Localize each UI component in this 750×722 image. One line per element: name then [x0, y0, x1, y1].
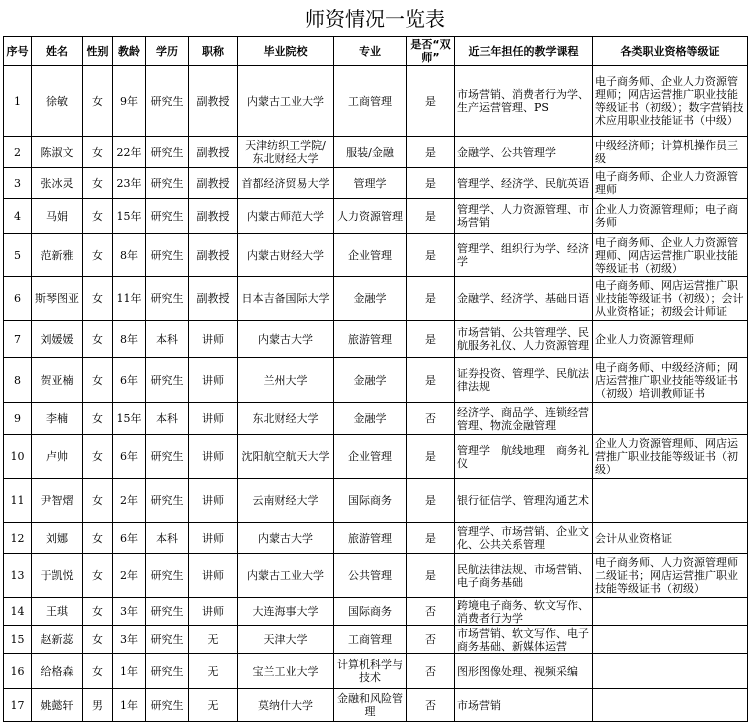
cell-name: 范新雅 — [32, 234, 83, 277]
cell-education: 研究生 — [146, 598, 189, 626]
cell-school: 沈阳航空航天大学 — [238, 435, 334, 479]
cell-school: 东北财经大学 — [238, 403, 334, 435]
cell-major: 企业管理 — [334, 234, 407, 277]
cell-gender: 女 — [83, 199, 113, 234]
cell-certs — [593, 689, 748, 722]
cell-major: 公共管理 — [334, 554, 407, 598]
cell-rank: 副教授 — [189, 234, 238, 277]
cell-years: 11年 — [113, 277, 146, 321]
cell-gender: 女 — [83, 598, 113, 626]
cell-school: 宝兰工业大学 — [238, 654, 334, 689]
header-major: 专业 — [334, 37, 407, 66]
cell-no: 11 — [4, 479, 32, 523]
cell-education: 本科 — [146, 523, 189, 554]
cell-courses: 管理学 航线地理 商务礼仪 — [455, 435, 593, 479]
cell-years: 9年 — [113, 66, 146, 137]
cell-gender: 女 — [83, 626, 113, 654]
cell-education: 研究生 — [146, 358, 189, 403]
cell-gender: 男 — [83, 689, 113, 722]
table-body — [4, 66, 748, 722]
cell-no: 16 — [4, 654, 32, 689]
cell-education: 研究生 — [146, 277, 189, 321]
cell-certs: 电子商务师、企业人力资源管理师 — [593, 168, 748, 199]
cell-courses: 民航法律法规、市场营销、电子商务基础 — [455, 554, 593, 598]
cell-rank: 无 — [189, 626, 238, 654]
cell-courses: 经济学、商品学、连锁经营管理、物流金融管理 — [455, 403, 593, 435]
cell-dual: 是 — [407, 137, 455, 168]
cell-no: 15 — [4, 626, 32, 654]
cell-rank: 讲师 — [189, 403, 238, 435]
cell-years: 1年 — [113, 689, 146, 722]
cell-dual: 否 — [407, 403, 455, 435]
table-row — [4, 403, 748, 435]
cell-dual: 是 — [407, 277, 455, 321]
cell-dual: 是 — [407, 523, 455, 554]
cell-certs — [593, 598, 748, 626]
cell-no: 14 — [4, 598, 32, 626]
cell-name: 张冰灵 — [32, 168, 83, 199]
cell-education: 研究生 — [146, 626, 189, 654]
cell-school: 云南财经大学 — [238, 479, 334, 523]
cell-dual: 是 — [407, 554, 455, 598]
cell-dual: 是 — [407, 199, 455, 234]
table-row — [4, 598, 748, 626]
cell-dual: 否 — [407, 689, 455, 722]
cell-major: 国际商务 — [334, 598, 407, 626]
header-school: 毕业院校 — [238, 37, 334, 66]
cell-rank: 无 — [189, 689, 238, 722]
cell-name: 斯琴图亚 — [32, 277, 83, 321]
cell-certs — [593, 479, 748, 523]
cell-years: 6年 — [113, 435, 146, 479]
cell-name: 陈淑文 — [32, 137, 83, 168]
table-row — [4, 654, 748, 689]
cell-name: 李楠 — [32, 403, 83, 435]
table-row — [4, 234, 748, 277]
table-row — [4, 168, 748, 199]
cell-school: 天津大学 — [238, 626, 334, 654]
cell-school: 内蒙古大学 — [238, 523, 334, 554]
document-title: 师资情况一览表 — [305, 7, 445, 31]
cell-name: 给格森 — [32, 654, 83, 689]
cell-gender: 女 — [83, 137, 113, 168]
cell-rank: 无 — [189, 654, 238, 689]
cell-gender: 女 — [83, 435, 113, 479]
header-no: 序号 — [4, 37, 32, 66]
cell-dual: 否 — [407, 654, 455, 689]
table-row — [4, 554, 748, 598]
cell-school: 天津纺织工学院/东北财经大学 — [238, 137, 334, 168]
cell-education: 研究生 — [146, 168, 189, 199]
cell-certs: 会计从业资格证 — [593, 523, 748, 554]
cell-gender: 女 — [83, 654, 113, 689]
cell-dual: 否 — [407, 626, 455, 654]
cell-years: 2年 — [113, 479, 146, 523]
cell-no: 17 — [4, 689, 32, 722]
table-row — [4, 435, 748, 479]
cell-certs: 电子商务师、企业人力资源管理师；网店运营推广职业技能等级证书（初级）；数字营销技术应用职业技能证书（中级） — [593, 66, 748, 137]
cell-major: 金融和风险管理 — [334, 689, 407, 722]
cell-no: 9 — [4, 403, 32, 435]
cell-courses: 市场营销、软文写作、电子商务基础、新媒体运营 — [455, 626, 593, 654]
cell-gender: 女 — [83, 554, 113, 598]
cell-courses: 市场营销、消费者行为学、生产运营管理、PS — [455, 66, 593, 137]
cell-education: 研究生 — [146, 654, 189, 689]
cell-no: 5 — [4, 234, 32, 277]
cell-education: 研究生 — [146, 554, 189, 598]
table-row — [4, 358, 748, 403]
header-name: 姓名 — [32, 37, 83, 66]
cell-dual: 是 — [407, 66, 455, 137]
header-rank: 职称 — [189, 37, 238, 66]
cell-years: 8年 — [113, 234, 146, 277]
cell-major: 工商管理 — [334, 66, 407, 137]
cell-major: 计算机科学与技术 — [334, 654, 407, 689]
cell-major: 管理学 — [334, 168, 407, 199]
cell-no: 13 — [4, 554, 32, 598]
cell-education: 研究生 — [146, 66, 189, 137]
cell-major: 金融学 — [334, 277, 407, 321]
cell-gender: 女 — [83, 66, 113, 137]
cell-major: 工商管理 — [334, 626, 407, 654]
cell-gender: 女 — [83, 523, 113, 554]
cell-no: 2 — [4, 137, 32, 168]
cell-years: 8年 — [113, 321, 146, 358]
cell-rank: 副教授 — [189, 137, 238, 168]
header-years: 教龄 — [113, 37, 146, 66]
cell-courses: 跨境电子商务、软文写作、消费者行为学 — [455, 598, 593, 626]
cell-dual: 是 — [407, 321, 455, 358]
cell-major: 国际商务 — [334, 479, 407, 523]
cell-major: 旅游管理 — [334, 321, 407, 358]
cell-certs: 企业人力资源管理师；电子商务师 — [593, 199, 748, 234]
cell-no: 4 — [4, 199, 32, 234]
cell-name: 赵新蕊 — [32, 626, 83, 654]
cell-education: 本科 — [146, 321, 189, 358]
cell-certs: 电子商务师、人力资源管理师二级证书；网店运营推广职业技能等级证书（初级） — [593, 554, 748, 598]
table-row — [4, 321, 748, 358]
table-row — [4, 523, 748, 554]
cell-no: 8 — [4, 358, 32, 403]
cell-courses: 管理学、经济学、民航英语 — [455, 168, 593, 199]
cell-rank: 副教授 — [189, 277, 238, 321]
cell-certs — [593, 403, 748, 435]
cell-school: 内蒙古财经大学 — [238, 234, 334, 277]
table-row — [4, 66, 748, 137]
header-dual: 是否“双师” — [407, 37, 455, 66]
cell-years: 6年 — [113, 358, 146, 403]
cell-rank: 讲师 — [189, 435, 238, 479]
cell-dual: 是 — [407, 435, 455, 479]
cell-school: 内蒙古工业大学 — [238, 554, 334, 598]
cell-school: 内蒙古大学 — [238, 321, 334, 358]
header-gender: 性别 — [83, 37, 113, 66]
header-education: 学历 — [146, 37, 189, 66]
cell-courses: 证券投资、管理学、民航法律法规 — [455, 358, 593, 403]
cell-major: 企业管理 — [334, 435, 407, 479]
cell-dual: 是 — [407, 358, 455, 403]
cell-major: 金融学 — [334, 358, 407, 403]
cell-dual: 是 — [407, 234, 455, 277]
cell-major: 金融学 — [334, 403, 407, 435]
cell-rank: 讲师 — [189, 598, 238, 626]
cell-courses: 管理学、市场营销、企业文化、公共关系管理 — [455, 523, 593, 554]
cell-education: 研究生 — [146, 199, 189, 234]
cell-certs: 中级经济师；计算机操作员三级 — [593, 137, 748, 168]
cell-dual: 是 — [407, 168, 455, 199]
table-row — [4, 199, 748, 234]
cell-courses: 市场营销 — [455, 689, 593, 722]
cell-education: 研究生 — [146, 137, 189, 168]
cell-name: 刘娜 — [32, 523, 83, 554]
cell-rank: 副教授 — [189, 66, 238, 137]
cell-gender: 女 — [83, 168, 113, 199]
cell-school: 日本吉备国际大学 — [238, 277, 334, 321]
table-header-row — [4, 37, 748, 66]
cell-education: 研究生 — [146, 479, 189, 523]
cell-courses: 金融学、公共管理学 — [455, 137, 593, 168]
cell-no: 6 — [4, 277, 32, 321]
cell-no: 3 — [4, 168, 32, 199]
cell-no: 10 — [4, 435, 32, 479]
cell-no: 7 — [4, 321, 32, 358]
cell-name: 王琪 — [32, 598, 83, 626]
header-certs: 各类职业资格等级证 — [593, 37, 748, 66]
cell-no: 12 — [4, 523, 32, 554]
cell-major: 旅游管理 — [334, 523, 407, 554]
table-row — [4, 137, 748, 168]
cell-years: 23年 — [113, 168, 146, 199]
cell-gender: 女 — [83, 358, 113, 403]
table-row — [4, 689, 748, 722]
cell-courses: 市场营销、公共管理学、民航服务礼仪、人力资源管理 — [455, 321, 593, 358]
cell-name: 马娟 — [32, 199, 83, 234]
cell-years: 15年 — [113, 403, 146, 435]
cell-certs: 企业人力资源管理师 — [593, 321, 748, 358]
cell-gender: 女 — [83, 403, 113, 435]
cell-no: 1 — [4, 66, 32, 137]
table-row — [4, 277, 748, 321]
cell-certs — [593, 654, 748, 689]
cell-years: 3年 — [113, 626, 146, 654]
cell-school: 兰州大学 — [238, 358, 334, 403]
cell-courses: 管理学、组织行为学、经济学 — [455, 234, 593, 277]
cell-certs: 电子商务师、中级经济师；网店运营推广职业技能等级证书（初级）培训教师证书 — [593, 358, 748, 403]
cell-dual: 是 — [407, 479, 455, 523]
cell-school: 大连海事大学 — [238, 598, 334, 626]
cell-certs — [593, 626, 748, 654]
cell-name: 徐敏 — [32, 66, 83, 137]
cell-certs: 电子商务师、网店运营推广职业技能等级证书（初级）；会计从业资格证；初级会计师证 — [593, 277, 748, 321]
cell-name: 卢帅 — [32, 435, 83, 479]
cell-rank: 讲师 — [189, 554, 238, 598]
cell-major: 人力资源管理 — [334, 199, 407, 234]
cell-courses: 图形图像处理、视频采编 — [455, 654, 593, 689]
cell-certs: 电子商务师、企业人力资源管理师、网店运营推广职业技能等级证书（初级） — [593, 234, 748, 277]
faculty-table — [3, 36, 748, 722]
cell-rank: 副教授 — [189, 168, 238, 199]
cell-gender: 女 — [83, 479, 113, 523]
cell-education: 研究生 — [146, 435, 189, 479]
cell-years: 6年 — [113, 523, 146, 554]
cell-gender: 女 — [83, 321, 113, 358]
table-row — [4, 626, 748, 654]
cell-years: 1年 — [113, 654, 146, 689]
cell-gender: 女 — [83, 234, 113, 277]
cell-education: 研究生 — [146, 689, 189, 722]
cell-years: 15年 — [113, 199, 146, 234]
header-courses: 近三年担任的教学课程 — [455, 37, 593, 66]
cell-dual: 否 — [407, 598, 455, 626]
cell-name: 尹智熠 — [32, 479, 83, 523]
cell-name: 贺亚楠 — [32, 358, 83, 403]
cell-rank: 讲师 — [189, 358, 238, 403]
table-row — [4, 479, 748, 523]
cell-education: 本科 — [146, 403, 189, 435]
cell-school: 莫纳什大学 — [238, 689, 334, 722]
cell-rank: 副教授 — [189, 199, 238, 234]
cell-education: 研究生 — [146, 234, 189, 277]
cell-rank: 讲师 — [189, 479, 238, 523]
cell-years: 22年 — [113, 137, 146, 168]
cell-years: 3年 — [113, 598, 146, 626]
cell-certs: 企业人力资源管理师、网店运营推广职业技能等级证书（初级） — [593, 435, 748, 479]
cell-name: 于凯悦 — [32, 554, 83, 598]
cell-school: 首都经济贸易大学 — [238, 168, 334, 199]
cell-name: 刘媛媛 — [32, 321, 83, 358]
cell-rank: 讲师 — [189, 321, 238, 358]
cell-rank: 讲师 — [189, 523, 238, 554]
cell-courses: 银行征信学、管理沟通艺术 — [455, 479, 593, 523]
cell-school: 内蒙古师范大学 — [238, 199, 334, 234]
cell-major: 服装/金融 — [334, 137, 407, 168]
cell-courses: 金融学、经济学、基础日语 — [455, 277, 593, 321]
cell-name: 姚懿轩 — [32, 689, 83, 722]
cell-gender: 女 — [83, 277, 113, 321]
cell-years: 2年 — [113, 554, 146, 598]
cell-school: 内蒙古工业大学 — [238, 66, 334, 137]
cell-courses: 管理学、人力资源管理、市场营销 — [455, 199, 593, 234]
